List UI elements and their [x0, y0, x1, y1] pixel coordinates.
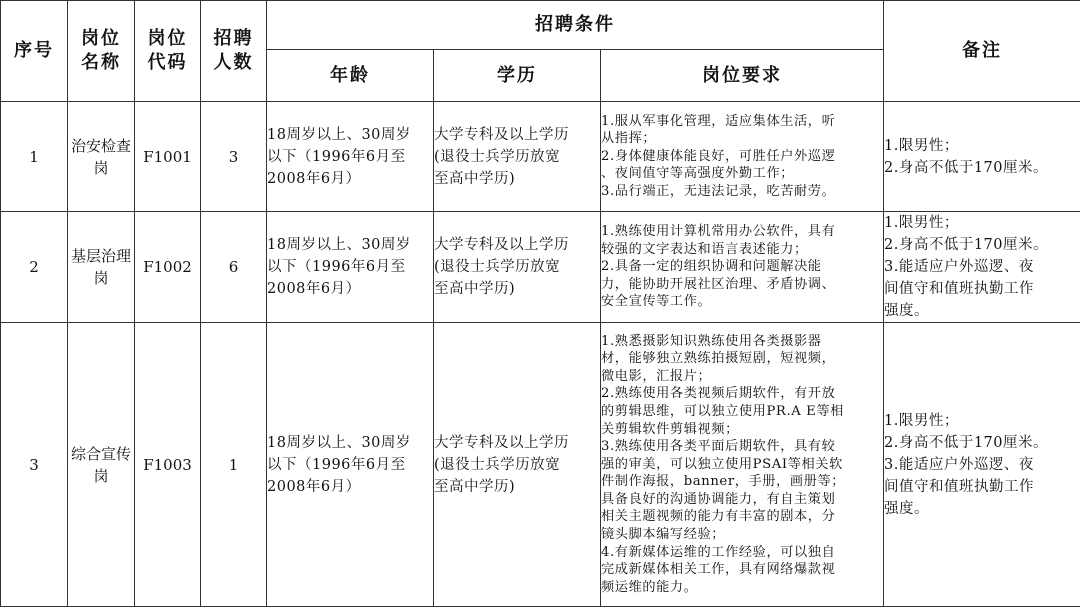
cell-remarks: 1.限男性； 2.身高不低于170厘米。 3.能适应户外巡逻、夜 间值守和值班执勤工作 强度。: [884, 323, 1080, 607]
cell-post-name: 治安检查岗: [68, 102, 135, 212]
cell-seq: 3: [1, 323, 68, 607]
cell-post-name: 综合宣传岗: [68, 323, 135, 607]
cell-seq: 1: [1, 102, 68, 212]
table-row: [1, 212, 1080, 323]
header-seq: 序号: [1, 1, 68, 102]
cell-requirements: 1.服从军事化管理，适应集体生活，听 从指挥； 2.身体健康体能良好，可胜任户外巡逻 、夜间值守等高强度外勤工作； 3.品行端正，无违法记录，吃苦耐劳。: [601, 102, 884, 212]
table-row: [1, 102, 1080, 212]
cell-education: 大学专科及以上学历 (退役士兵学历放宽 至高中学历): [434, 212, 601, 323]
cell-count: 3: [201, 102, 267, 212]
cell-education: 大学专科及以上学历 (退役士兵学历放宽 至高中学历): [434, 323, 601, 607]
table-row: [1, 323, 1080, 607]
header-requirements: 岗位要求: [601, 50, 884, 102]
cell-count: 6: [201, 212, 267, 323]
cell-post-code: F1002: [135, 212, 201, 323]
cell-post-name: 基层治理岗: [68, 212, 135, 323]
cell-requirements: 1.熟悉摄影知识熟练使用各类摄影器 材，能够独立熟练拍摄短剧，短视频， 微电影，汇报片； 2.熟练使用各类视频后期软件，有开放 的剪辑思维，可以独立使用PR.A E等相 关剪辑软件剪辑视频； 3.熟练使用各类平面后期软件，具有较 强的审美，可以独立使用PSAI等相关软 件制作海报，banner，手册，画册等； 具备良好的沟通协调能力，有自主策划 相关主题视频的能力有丰富的剧本，分 镜头脚本编写经验； 4.有新媒体运维的工作经验，可以独自 完成新媒体相关工作，具有网络爆款视 频运维的能力。: [601, 323, 884, 607]
header-education: 学历: [434, 50, 601, 102]
header-conditions: 招聘条件: [267, 1, 884, 50]
cell-seq: 2: [1, 212, 68, 323]
cell-age: 18周岁以上、30周岁 以下（1996年6月至 2008年6月）: [267, 212, 434, 323]
header-row-top: [1, 1, 1080, 50]
cell-remarks: 1.限男性； 2.身高不低于170厘米。 3.能适应户外巡逻、夜 间值守和值班执勤工作 强度。: [884, 212, 1080, 323]
cell-requirements: 1.熟练使用计算机常用办公软件，具有 较强的文字表达和语言表述能力； 2.具备一定的组织协调和问题解决能 力，能协助开展社区治理、矛盾协调、 安全宣传等工作。: [601, 212, 884, 323]
header-post-code: 岗位 代码: [135, 1, 201, 102]
cell-post-code: F1003: [135, 323, 201, 607]
cell-remarks: 1.限男性； 2.身高不低于170厘米。: [884, 102, 1080, 212]
header-count: 招聘 人数: [201, 1, 267, 102]
cell-post-code: F1001: [135, 102, 201, 212]
header-post-name: 岗位 名称: [68, 1, 135, 102]
cell-age: 18周岁以上、30周岁 以下（1996年6月至 2008年6月）: [267, 323, 434, 607]
cell-age: 18周岁以上、30周岁 以下（1996年6月至 2008年6月）: [267, 102, 434, 212]
cell-count: 1: [201, 323, 267, 607]
header-age: 年龄: [267, 50, 434, 102]
cell-education: 大学专科及以上学历 (退役士兵学历放宽 至高中学历): [434, 102, 601, 212]
header-remarks: 备注: [884, 1, 1080, 102]
